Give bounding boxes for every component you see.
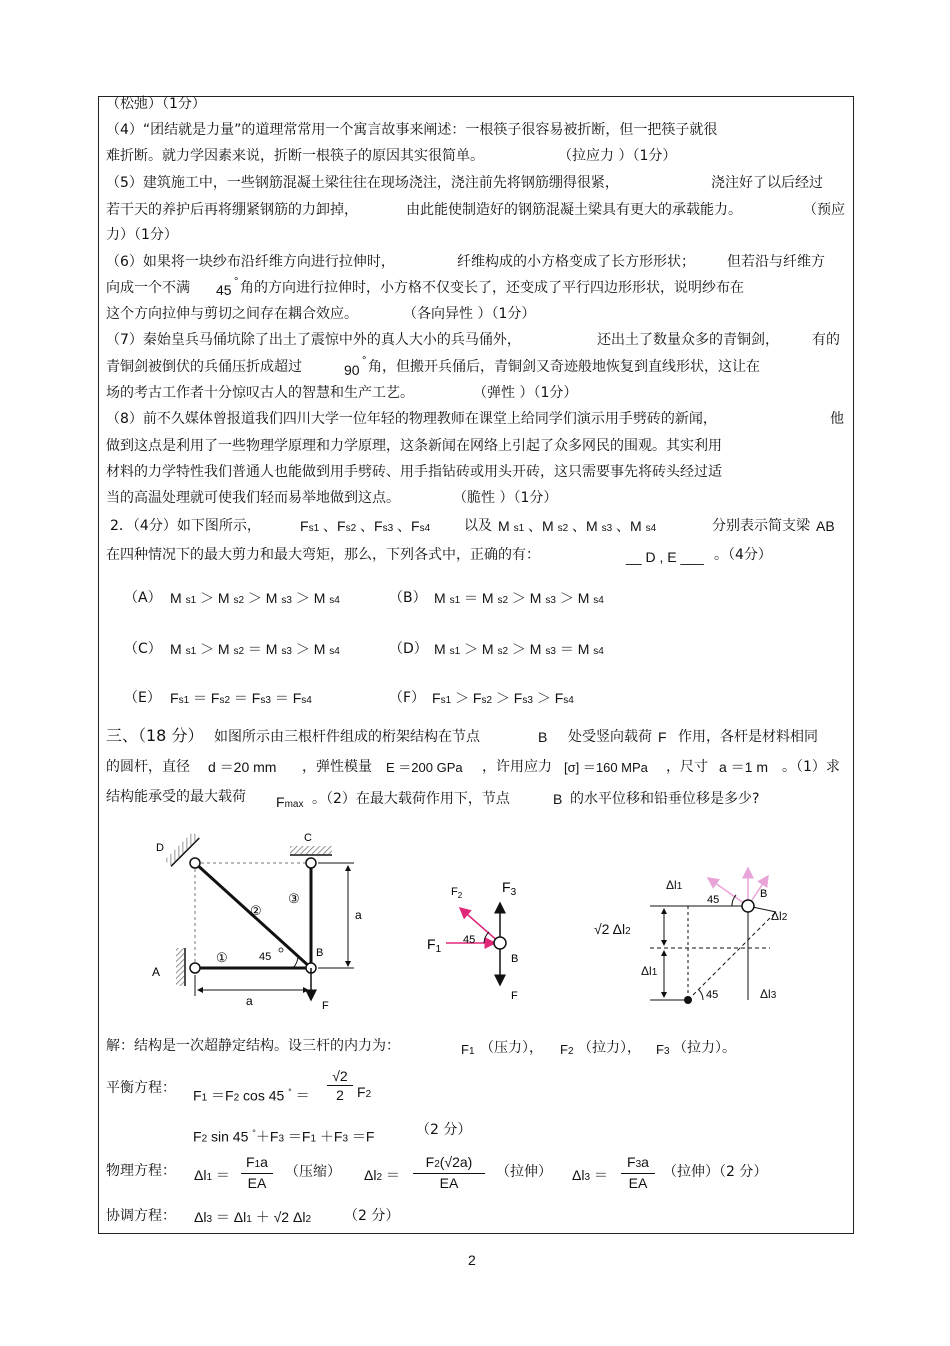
physical-label: 物理方程：	[106, 1163, 176, 1179]
q3-modulus: E ＝200 GPa	[386, 760, 463, 775]
answer-8-line2: 做到这点是利用了一些物理学原理和力学原理，这条新闻在网络上引起了众多网民的围观。其实利用	[106, 438, 722, 454]
label-member-2: ②	[250, 903, 262, 918]
answer-6-line1b: 纤维构成的小方格变成了长方形形状；	[457, 254, 695, 270]
label-disp-b: B	[760, 888, 768, 900]
answer-7-degree: °	[362, 355, 367, 367]
answer-5-line1a: （5）建筑施工中，一些钢筋混凝土梁往往在现场浇注，浇注前先将钢筋绷得很紧，	[106, 175, 619, 191]
physical-dl1-fraction: $\frac{F1a}{EA}$	[241, 1154, 273, 1192]
solution-f1-type: （压力），	[480, 1040, 543, 1056]
q3-line1d: 处受竖向载荷	[568, 729, 652, 745]
q3-line1c: B	[538, 729, 548, 745]
q3-diameter: d ＝20 mm	[208, 759, 277, 775]
solution-f3-type: （拉力）。	[673, 1040, 736, 1056]
physical-dl3-fraction: $\frac{F3a}{EA}$	[621, 1154, 655, 1192]
q2-option-f: Fs1 ＞ Fs2 ＞ Fs3 ＞ Fs4	[432, 690, 574, 706]
equilibrium-eq1: F1 ＝F2 cos 45 ° ＝	[193, 1087, 310, 1104]
answer-5-line2b: 由此能使制造好的钢筋混凝土梁具有更大的承载能力。	[406, 202, 742, 218]
q2-option-c: M s1 ＞ M s2 ＝ M s3 ＞ M s4	[170, 641, 340, 657]
label-member-3: ③	[288, 891, 300, 906]
label-f-load: F	[322, 1000, 329, 1012]
q2-option-b: M s1 ＝ M s2 ＞ M s3 ＞ M s4	[434, 590, 604, 606]
label-delta-l3: Δl3	[760, 987, 777, 1001]
answer-8-line3: 材料的力学特性我们普通人也能做到用手劈砖、用手指钻砖或用头开砖，这只需要事先将砖头经过适	[106, 464, 722, 480]
q3-line1b: 如图所示由三根杆件组成的桁架结构在节点	[214, 729, 480, 745]
label-disp-angle-bottom: 45	[706, 989, 719, 1001]
q3-line2a: 的圆杆，直径	[106, 759, 190, 775]
answer-7-angle: 90	[344, 362, 360, 378]
q2-moments: M s1 、M s2 、M s3 、M s4	[498, 518, 657, 534]
answer-4-line1: （4）“团结就是力量”的道理常常用一个寓言故事来阐述：一根筷子很容易被折断，但一把筷子就很	[106, 122, 718, 138]
q3-line2i: 。（1）求	[782, 759, 840, 775]
answer-7-line2a: 青铜剑被倒伏的兵俑压折成超过	[106, 359, 302, 375]
free-body-diagram	[427, 879, 518, 1002]
compatibility-score: （2 分）	[344, 1208, 400, 1224]
compatibility-eq: Δl3 ＝ Δl1 ＋ √2 Δl2	[194, 1209, 312, 1225]
label-f3-force: $F_3$	[502, 879, 517, 898]
label-fbd-f: F	[511, 990, 518, 1002]
solution-f3-symbol: F3	[656, 1042, 670, 1057]
answer-8-line1a: （8）前不久媒体曾报道我们四川大学一位年轻的物理教师在课堂上给同学们演示用手劈砖的新闻，	[106, 411, 717, 427]
q3-line2e: ，许用应力	[482, 759, 552, 775]
q2-forces: Fs1 、Fs2 、Fs3 、Fs4	[300, 518, 431, 534]
q2-option-a: M s1 ＞ M s2 ＞ M s3 ＞ M s4	[170, 590, 340, 606]
q3-line1e: F	[658, 729, 667, 745]
q3-line2c: ，弹性模量	[302, 759, 372, 775]
answer-6-line1c: 但若沿与纤维方	[727, 254, 825, 270]
q3-line3f: 的水平位移和铅垂位移是多少?	[570, 791, 760, 807]
label-delta-l1-side: Δl1	[641, 964, 658, 978]
q2-line1c: 以及	[464, 518, 492, 534]
label-f2-force: $F_2$	[451, 886, 463, 900]
answer-8-line1b: 他	[830, 411, 844, 427]
q2-option-e: Fs1 ＝ Fs2 ＝ Fs3 ＝ Fs4	[170, 690, 312, 706]
label-a-vertical: a	[355, 908, 362, 922]
q3-allowable-stress: [σ] ＝160 MPa	[564, 760, 648, 775]
physical-dl2-fraction: $\frac{F2(√2a)}{EA}$	[413, 1154, 485, 1192]
label-d: D	[156, 842, 164, 854]
physical-dl2: Δl2 ＝	[364, 1167, 400, 1183]
solution-f2-type: （拉力），	[578, 1040, 641, 1056]
page-number: 2	[468, 1252, 476, 1268]
q2-option-f-label: （F）	[389, 690, 426, 706]
label-fbd-b: B	[511, 953, 519, 965]
q3-dimension: a ＝1 m	[719, 759, 769, 775]
equilibrium-label: 平衡方程：	[106, 1080, 176, 1096]
truss-structure-diagram	[152, 832, 362, 1012]
answer-6-line2a: 向成一个不满	[106, 280, 190, 296]
label-a-horizontal: a	[246, 994, 253, 1008]
label-angle-45: 45	[259, 951, 272, 963]
label-disp-angle-top: 45	[707, 894, 720, 906]
label-fbd-angle: 45	[463, 934, 476, 946]
label-delta-l1-top: Δl1	[666, 878, 683, 892]
label-member-1: ①	[216, 950, 228, 965]
q2-line2a: 在四种情况下的最大剪力和最大弯矩，那么，下列各式中，正确的有：	[106, 547, 540, 563]
q3-line3d: 。（2）在最大载荷作用下，节点	[312, 791, 510, 807]
label-sqrt2-delta-l2: √2 Δl2	[594, 921, 631, 937]
label-a-node: A	[152, 965, 161, 979]
equilibrium-score: （2 分）	[416, 1122, 472, 1138]
q2-line1d: 分别表示简支梁	[712, 518, 810, 534]
answer-8-line4b: （脆性 ）（1分）	[453, 490, 558, 506]
equilibrium-eq1-fraction: $\frac{√2}{2}$	[327, 1068, 353, 1104]
answer-6-line3a: 这个方向拉伸与剪切之间存在耦合效应。	[106, 306, 358, 322]
answer-7-line1b: 还出土了数量众多的青铜剑，	[597, 332, 779, 348]
solution-f1-symbol: F1	[461, 1042, 475, 1057]
label-b-node: B	[316, 947, 324, 959]
physical-dl1: Δl1 ＝	[194, 1167, 230, 1183]
physical-tension: （拉伸）	[496, 1164, 552, 1180]
answer-3-end: （松弛）（1分）	[106, 96, 206, 112]
answer-5-line3: 力）（1分）	[106, 227, 178, 243]
physical-compress: （压缩）	[285, 1164, 341, 1180]
q2-option-a-label: （A）	[124, 590, 162, 606]
equilibrium-eq2: F2 sin 45 °＋F3 ＝F1 ＋F3 ＝F	[193, 1128, 375, 1145]
q2-option-d: M s1 ＞ M s2 ＞ M s3 ＝ M s4	[434, 641, 604, 657]
answer-4-answer: （拉应力 ）（1分）	[558, 148, 677, 164]
answer-6-line1a: （6）如果将一块纱布沿纤维方向进行拉伸时，	[106, 254, 395, 270]
answer-7-line3b: （弹性 ）（1分）	[473, 385, 578, 401]
label-f1-force: $F_1$	[427, 936, 442, 955]
answer-6-degree: °	[234, 276, 239, 288]
q3-fmax: Fmax	[276, 794, 304, 810]
answer-7-line3a: 场的考古工作者十分惊叹古人的智慧和生产工艺。	[106, 385, 414, 401]
q2-line2b: 。（4分）	[714, 547, 772, 563]
answer-7-line2b: 角，但搬开兵俑后，青铜剑又奇迹般地恢复到直线形状，这让在	[368, 359, 760, 375]
solution-f2-symbol: F2	[560, 1042, 574, 1057]
answer-8-line4a: 当的高温处理就可使我们轻而易举地做到这点。	[106, 490, 400, 506]
q2-option-b-label: （B）	[389, 590, 427, 606]
answer-6-angle: 45	[216, 282, 232, 298]
q3-line3a: 结构能承受的最大载荷	[106, 789, 246, 805]
q2-option-e-label: （E）	[124, 690, 161, 706]
answer-5-line2c: （预应	[803, 202, 845, 218]
answer-7-line1c: 有的	[812, 332, 840, 348]
physical-tension-score: （拉伸）（2 分）	[663, 1164, 768, 1180]
compatibility-label: 协调方程：	[106, 1208, 176, 1224]
equilibrium-eq1-f2: F2	[357, 1084, 372, 1100]
answer-4-line2: 难折断。就力学因素来说，折断一根筷子的原因其实很简单。	[106, 148, 484, 164]
q2-answer: __ D , E ___	[626, 549, 704, 565]
q2-line1a: 2．（4分）如下图所示，	[110, 518, 261, 534]
answer-5-line1b: 浇注好了以后经过	[711, 175, 823, 191]
solution-intro: 解：结构是一次超静定结构。设三杆的内力为：	[106, 1038, 400, 1054]
q3-line3e: B	[553, 791, 563, 807]
answer-5-line2a: 若干天的养护后再将绷紧钢筋的力卸掉，	[106, 202, 358, 218]
q3-line1f: 作用，各杆是材料相同	[678, 729, 818, 745]
label-delta-l2: Δl2	[771, 909, 788, 923]
q2-line1e: AB	[816, 518, 835, 534]
answer-6-line3b: （各向异性 ）（1分）	[403, 306, 536, 322]
answer-7-line1a: （7）秦始皇兵马俑坑除了出土了震惊中外的真人大小的兵马俑外，	[106, 332, 521, 348]
q2-option-c-label: （C）	[124, 641, 162, 657]
answer-6-line2b: 角的方向进行拉伸时，小方格不仅变长了，还变成了平行四边形形状，说明纱布在	[240, 280, 744, 296]
q2-option-d-label: （D）	[389, 641, 428, 657]
label-c: C	[304, 832, 312, 844]
physical-dl3: Δl3 ＝	[572, 1167, 608, 1183]
q3-line2g: ，尺寸	[666, 759, 708, 775]
q3-heading: 三、（18 分）	[106, 726, 204, 745]
